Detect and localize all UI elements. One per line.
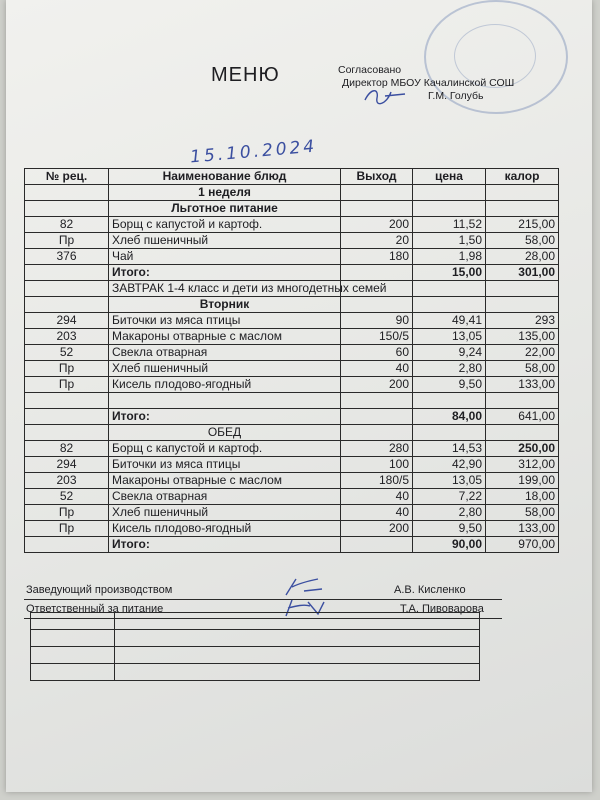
table-row	[25, 297, 559, 313]
total-price: 15,00	[413, 265, 486, 281]
cell-recipe: 52	[25, 489, 109, 505]
blank-grid	[30, 612, 480, 681]
total-price: 84,00	[413, 409, 486, 425]
col-header-price: цена	[413, 169, 486, 185]
cell-dish: Борщ с капустой и картоф.	[109, 441, 341, 457]
total-label: Итого:	[109, 409, 341, 425]
table-row	[25, 361, 559, 377]
cell-dish: Хлеб пшеничный	[109, 505, 341, 521]
cell-recipe: 294	[25, 457, 109, 473]
col-header-calories: калор	[486, 169, 559, 185]
cell-dish: Биточки из мяса птицы	[109, 313, 341, 329]
cell-output: 280	[341, 441, 413, 457]
cell-recipe: 82	[25, 441, 109, 457]
cell-calories: 58,00	[486, 233, 559, 249]
cell-dish: Свекла отварная	[109, 345, 341, 361]
cell-output: 60	[341, 345, 413, 361]
cell-dish: Кисель плодово-ягодный	[109, 377, 341, 393]
cell-price: 9,24	[413, 345, 486, 361]
cell-price: 14,53	[413, 441, 486, 457]
cell-price: 49,41	[413, 313, 486, 329]
section-label: ЗАВТРАК 1-4 класс и дети из многодетных семей	[109, 281, 341, 297]
manager-name: А.В. Кисленко	[394, 584, 466, 596]
table-row	[25, 505, 559, 521]
table-row	[25, 425, 559, 441]
cell-calories: 58,00	[486, 361, 559, 377]
cell-calories: 133,00	[486, 377, 559, 393]
cell-output: 200	[341, 521, 413, 537]
cell-output: 20	[341, 233, 413, 249]
page-title: МЕНЮ	[211, 64, 280, 86]
cell-calories: 215,00	[486, 217, 559, 233]
table-row	[25, 489, 559, 505]
col-header-dish: Наименование блюд	[109, 169, 341, 185]
week-label: 1 неделя	[109, 185, 341, 201]
menu-document	[6, 0, 592, 792]
cell-output: 180	[341, 249, 413, 265]
cell-price: 2,80	[413, 361, 486, 377]
cell-calories: 22,00	[486, 345, 559, 361]
cell-output: 40	[341, 361, 413, 377]
total-row	[25, 265, 559, 281]
cell-output: 150/5	[341, 329, 413, 345]
table-row	[25, 377, 559, 393]
cell-calories: 135,00	[486, 329, 559, 345]
table-row	[25, 521, 559, 537]
day-label: Вторник	[109, 297, 341, 313]
cell-price: 13,05	[413, 329, 486, 345]
total-calories: 641,00	[486, 409, 559, 425]
cell-recipe: Пр	[25, 361, 109, 377]
table-row	[25, 345, 559, 361]
director-signature	[361, 84, 411, 106]
cell-dish: Борщ с капустой и картоф.	[109, 217, 341, 233]
cell-calories: 133,00	[486, 521, 559, 537]
cell-recipe: 294	[25, 313, 109, 329]
cell-calories: 199,00	[486, 473, 559, 489]
cell-price: 1,98	[413, 249, 486, 265]
cell-calories: 28,00	[486, 249, 559, 265]
manager-label: Заведующий производством	[26, 584, 173, 596]
col-header-output: Выход	[341, 169, 413, 185]
cell-price: 2,80	[413, 505, 486, 521]
cell-dish: Чай	[109, 249, 341, 265]
cell-output: 200	[341, 377, 413, 393]
cell-price: 11,52	[413, 217, 486, 233]
cell-calories: 58,00	[486, 505, 559, 521]
cell-price: 42,90	[413, 457, 486, 473]
table-row	[25, 233, 559, 249]
section-label: Льготное питание	[109, 201, 341, 217]
menu-date: 15.10.2024	[189, 136, 318, 168]
total-row	[25, 537, 559, 553]
table-row	[25, 249, 559, 265]
cell-dish: Кисель плодово-ягодный	[109, 521, 341, 537]
total-calories: 970,00	[486, 537, 559, 553]
cell-recipe: 82	[25, 217, 109, 233]
cell-calories: 293	[486, 313, 559, 329]
cell-calories: 312,00	[486, 457, 559, 473]
manager-signature-line	[24, 581, 502, 600]
cell-recipe: 203	[25, 473, 109, 489]
cell-calories: 250,00	[486, 441, 559, 457]
total-price: 90,00	[413, 537, 486, 553]
approval-heading: Согласовано	[338, 64, 402, 76]
total-row	[25, 409, 559, 425]
table-row	[25, 313, 559, 329]
cell-price: 1,50	[413, 233, 486, 249]
cell-recipe: Пр	[25, 521, 109, 537]
cell-price: 9,50	[413, 377, 486, 393]
cell-recipe: Пр	[25, 233, 109, 249]
cell-price: 13,05	[413, 473, 486, 489]
cell-dish: Макароны отварные с маслом	[109, 473, 341, 489]
cell-calories: 18,00	[486, 489, 559, 505]
cell-recipe: 203	[25, 329, 109, 345]
cell-output: 40	[341, 489, 413, 505]
table-header-row	[25, 169, 559, 185]
total-calories: 301,00	[486, 265, 559, 281]
table-row	[25, 393, 559, 409]
table-row	[25, 281, 559, 297]
total-label: Итого:	[109, 537, 341, 553]
cell-dish: Свекла отварная	[109, 489, 341, 505]
cell-price: 9,50	[413, 521, 486, 537]
table-row	[25, 217, 559, 233]
total-label: Итого:	[109, 265, 341, 281]
approval-director-name: Г.М. Голубь	[428, 90, 484, 102]
table-row	[25, 185, 559, 201]
cell-output: 200	[341, 217, 413, 233]
cell-output: 90	[341, 313, 413, 329]
section-label: ОБЕД	[109, 425, 341, 441]
cell-dish: Макароны отварные с маслом	[109, 329, 341, 345]
responsible-name: Т.А. Пивоварова	[400, 603, 484, 615]
table-row	[25, 473, 559, 489]
cell-dish: Хлеб пшеничный	[109, 361, 341, 377]
cell-recipe: Пр	[25, 377, 109, 393]
cell-price: 7,22	[413, 489, 486, 505]
cell-recipe: Пр	[25, 505, 109, 521]
responsible-label: Ответственный за питание	[26, 603, 164, 615]
table-row	[25, 457, 559, 473]
cell-output: 40	[341, 505, 413, 521]
cell-output: 100	[341, 457, 413, 473]
cell-dish: Хлеб пшеничный	[109, 233, 341, 249]
cell-output: 180/5	[341, 473, 413, 489]
cell-dish: Биточки из мяса птицы	[109, 457, 341, 473]
table-row	[25, 201, 559, 217]
table-row	[25, 441, 559, 457]
cell-recipe: 376	[25, 249, 109, 265]
col-header-recipe: № рец.	[25, 169, 109, 185]
cell-recipe: 52	[25, 345, 109, 361]
table-row	[25, 329, 559, 345]
menu-table	[24, 168, 559, 553]
approval-director: Директор МБОУ Качалинской СОШ	[342, 77, 515, 89]
